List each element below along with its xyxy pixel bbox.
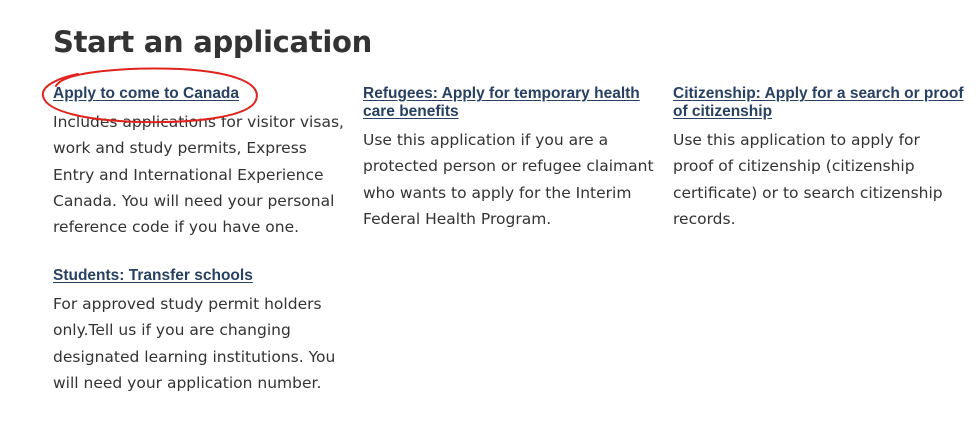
students-transfer-schools-description: For approved study permit holders only.Tell us if you are changing designated learning institutions. You will need your application number. xyxy=(53,295,336,392)
refugees-health-benefits-link[interactable]: Refugees: Apply for temporary health care benefits xyxy=(363,85,640,120)
refugees-health-benefits-description: Use this application if you are a protected person or refugee claimant who wants to apply for the Interim Federal Health Program. xyxy=(363,131,654,228)
application-card-refugees xyxy=(363,85,655,232)
citizenship-proof-description: Use this application to apply for proof of citizenship (citizenship certificate) or to search citizenship records. xyxy=(673,131,943,228)
application-card-students xyxy=(53,267,345,396)
apply-to-come-to-canada-link[interactable]: Apply to come to Canada xyxy=(53,85,240,102)
students-transfer-schools-link[interactable]: Students: Transfer schools xyxy=(53,267,253,284)
application-card-citizenship xyxy=(673,85,965,232)
application-card-apply-to-canada xyxy=(53,85,345,240)
apply-to-come-to-canada-description: Includes applications for visitor visas, work and study permits, Express Entry and International Experience Canada. You will need your personal reference code if you have one. xyxy=(53,113,344,237)
citizenship-proof-link[interactable]: Citizenship: Apply for a search or proof of citizenship xyxy=(673,85,964,120)
page-title: Start an application xyxy=(53,25,372,59)
